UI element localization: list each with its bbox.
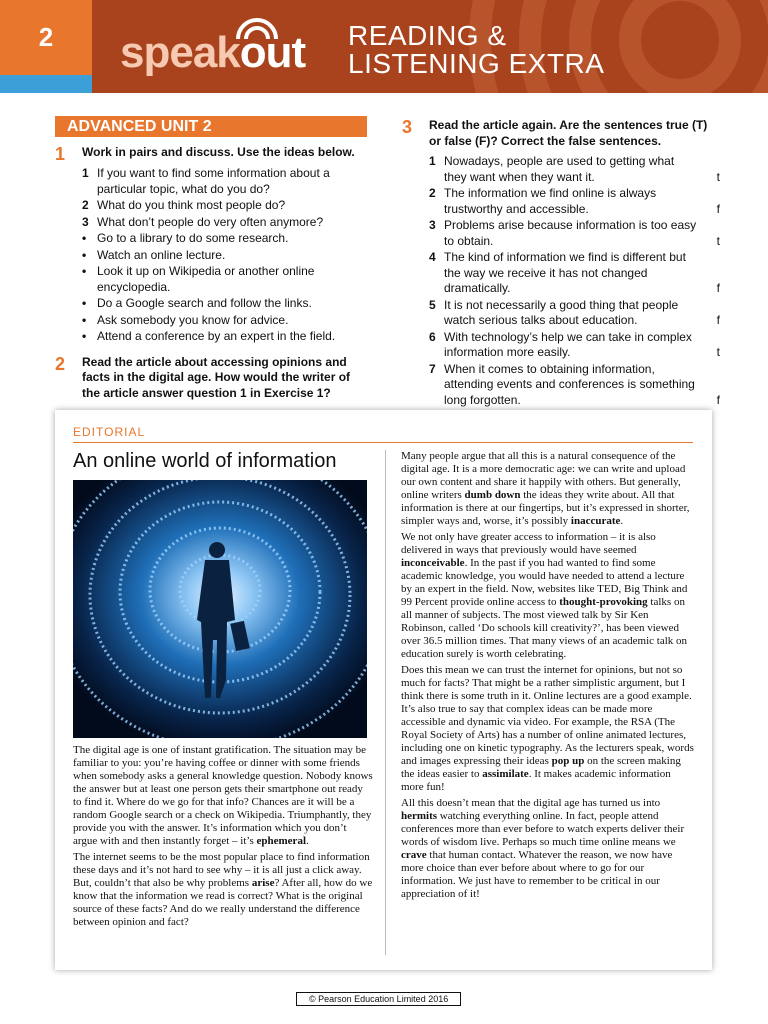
exercise-3-list (429, 154, 720, 408)
vocab-word: inaccurate (570, 515, 621, 527)
item-marker: 1 (429, 154, 436, 168)
list-item (82, 248, 367, 264)
left-column (55, 116, 367, 401)
item-marker: • (82, 296, 87, 310)
paragraph-text: We not only have greater access to information – it is also delivered in ways that previously would have seemed (401, 531, 656, 556)
list-item (429, 218, 720, 249)
logo-out: out (239, 28, 306, 77)
item-text: When it comes to obtaining information, attending events and conferences is something long forgotten. (444, 361, 695, 407)
list-item (82, 231, 367, 247)
list-item (429, 362, 720, 409)
paragraph-text: . (306, 835, 309, 847)
logo-speak: speak (120, 28, 240, 77)
item-marker: • (82, 264, 87, 278)
article-label: EDITORIAL (73, 425, 146, 439)
item-text: With technology’s help we can take in complex information more easily. (444, 329, 692, 359)
item-text: Problems arise because information is too easy to obtain. (444, 218, 697, 248)
paragraph-text: . (620, 515, 624, 527)
vocab-word: ephemeral (256, 835, 306, 847)
item-text: Do a Google search and follow the links. (97, 296, 312, 310)
exercise-number: 3 (402, 117, 413, 137)
speakout-logo (120, 28, 305, 78)
item-text: Look it up on Wikipedia or another online encyclopedia. (97, 264, 315, 294)
exercise-instruction: Read the article about accessing opinions and facts in the digital age. How would the writer of the article answer question 1 in Exercise 1? (82, 354, 351, 400)
paragraph-text: The internet seems to be the most popular place to find information these days and it’s not hard to see why – it is all just a click away. But, couldn’t that also be why problems (73, 851, 370, 889)
list-item (82, 198, 367, 214)
handwritten-answer: t (716, 233, 720, 248)
item-text: Watch an online lecture. (97, 247, 226, 262)
article-paragraph (73, 851, 373, 929)
handwritten-answer: t (716, 345, 720, 359)
item-marker: 2 (429, 186, 436, 200)
list-item (82, 166, 367, 197)
list-item (429, 154, 720, 185)
exercise-2 (55, 355, 367, 402)
vocab-word: crave (401, 849, 427, 861)
page-number-strip (0, 75, 92, 93)
vocab-word: assimilate (482, 768, 529, 780)
section-title (348, 22, 604, 78)
exercise-number: 2 (55, 353, 66, 374)
paragraph-text: watching everything online. In fact, people attend conferences more than ever before to watch experts deliver their words of wisdom live. Perhaps so much time online means we (401, 810, 685, 848)
item-text: What do you think most people do? (97, 198, 286, 212)
item-marker: • (82, 231, 87, 245)
article-paragraph (401, 531, 695, 661)
item-text: What don’t people do very often anymore? (97, 214, 324, 229)
item-marker: 3 (429, 218, 436, 232)
list-item (82, 264, 367, 295)
list-item (82, 313, 367, 329)
item-text: If you want to find some information about a particular topic, what do you do? (97, 166, 330, 196)
article-column-1 (73, 744, 373, 932)
paragraph-text: . In the past if you had wanted to find some academic knowledge, you would have needed to attend a lecture by an expert in the field. Now, websites like TED, Big Think and 99 Percent provide online access to (401, 557, 688, 608)
article-column-2 (401, 450, 695, 904)
header-banner (0, 0, 768, 93)
exercise-number: 1 (55, 144, 66, 164)
paragraph-text: on the screen making the ideas easier to (401, 755, 681, 780)
section-title-line2: LISTENING EXTRA (348, 48, 605, 79)
item-text: Ask somebody you know for advice. (97, 312, 289, 327)
article-photo (73, 480, 367, 738)
divider (73, 442, 693, 443)
article-paragraph (401, 664, 695, 794)
paragraph-text: Many people argue that all this is a natural consequence of the digital age. It is a more democratic age: we can write and upload our own content and share it happily with others. But generally, online writers (401, 450, 686, 501)
item-marker: 5 (429, 297, 436, 312)
exercise-1 (55, 145, 367, 163)
vocab-word: inconceivable (401, 557, 465, 569)
article-paragraph (73, 744, 373, 848)
list-item (82, 329, 367, 345)
item-text: It is not necessarily a good thing that people watch serious talks about education. (444, 297, 679, 327)
article-title: An online world of information (73, 450, 337, 472)
item-text: The kind of information we find is different but the way we receive it has not changed dramatically. (444, 250, 686, 295)
item-text: Nowadays, people are used to getting what they want when they want it. (444, 154, 675, 184)
handwritten-answer: f (716, 313, 720, 327)
list-item (429, 298, 720, 329)
paragraph-text: the ideas they write about. All that information is there at our fingertips, but it’s expressed in shorter, simpler ways and, worse, it’s possibly (401, 489, 690, 527)
vocab-word: thought-provoking (559, 596, 648, 608)
article-paragraph (401, 450, 695, 528)
list-item (82, 215, 367, 231)
item-text: Go to a library to do some research. (97, 231, 289, 245)
handwritten-answer: f (716, 201, 720, 216)
item-marker: 4 (429, 250, 436, 264)
paragraph-text: Does this mean we can trust the internet for opinions, but not so much for facts? That might be a rather simplistic argument, but I think there is some truth in it. Online lectures are a good example. It’s also true to say that complex ideas can be made more accessible and dynamic via video. For example, the RSA (The Royal Society of Arts) has a number of online animated lectures, including one on kinetic typography. As the lecturers speak, words and images expressing their ideas (401, 664, 694, 767)
exercise-instruction: Read the article again. Are the sentences true (T) or false (F)? Correct the false sentences. (429, 118, 708, 148)
column-divider (385, 450, 386, 955)
paragraph-text: that human contact. Whatever the reason, we now have more choice than ever before about where to go for our information. We just have to remember to be critical in our appreciation of it! (401, 849, 673, 900)
handwritten-answer: t (716, 169, 720, 184)
list-item (82, 296, 367, 312)
item-text: The information we find online is always trustworthy and accessible. (444, 186, 657, 216)
article-paragraph (401, 797, 695, 901)
vocab-word: arise (251, 877, 275, 889)
exercise-1-list (82, 166, 367, 345)
item-marker: • (82, 312, 87, 327)
article-box (55, 410, 712, 970)
item-marker: 2 (82, 198, 89, 212)
item-marker: 1 (82, 166, 89, 180)
vocab-word: pop up (551, 755, 585, 767)
section-title-line1: READING & (348, 20, 507, 51)
list-item (429, 186, 720, 217)
page-number: 2 (0, 0, 92, 75)
vocab-word: dumb down (464, 489, 521, 501)
right-column (402, 118, 720, 409)
item-marker: 3 (82, 214, 89, 229)
list-item (429, 250, 720, 297)
paragraph-text: The digital age is one of instant gratification. The situation may be familiar to you: you’re having coffee or dinner with some friends when somebody asks a general knowledge question. Nobody knows the answer but at least one person gets their smartphone out ready to find it. Where do we go for that info? Chances are it will be a random Google search or a check on Wikipedia. Triumphantly, they provide you with the answer. It’s information which you don’t argue with and then instantly forget – it’s (73, 744, 373, 847)
vocab-word: hermits (401, 810, 438, 822)
copyright-footer: © Pearson Education Limited 2016 (296, 992, 461, 1006)
handwritten-answer: f (716, 392, 720, 407)
handwritten-answer: f (716, 281, 720, 295)
item-marker: • (82, 329, 87, 343)
list-item (429, 330, 720, 361)
unit-title: ADVANCED UNIT 2 (55, 116, 367, 137)
item-marker: 7 (429, 361, 436, 376)
paragraph-text: . It makes academic information more fun! (401, 768, 671, 793)
paragraph-text: talks on all manner of subjects. The most viewed talk by Sir Ken Robinson, called ‘Do schools kill creativity?’, has been viewed over 36.5 million times. That many views of an academic talk on education surely is worth celebrating. (401, 596, 688, 660)
paragraph-text: All this doesn’t mean that the digital age has turned us into (401, 797, 661, 809)
paragraph-text: ? After all, how do we know that the information we read is correct? What is the original source of these facts? And do we really understand the difference between opinion and fact? (73, 877, 373, 928)
item-marker: • (82, 247, 87, 262)
exercise-3 (402, 118, 720, 149)
item-text: Attend a conference by an expert in the field. (97, 329, 336, 343)
exercise-instruction: Work in pairs and discuss. Use the ideas below. (82, 145, 355, 159)
item-marker: 6 (429, 329, 436, 344)
